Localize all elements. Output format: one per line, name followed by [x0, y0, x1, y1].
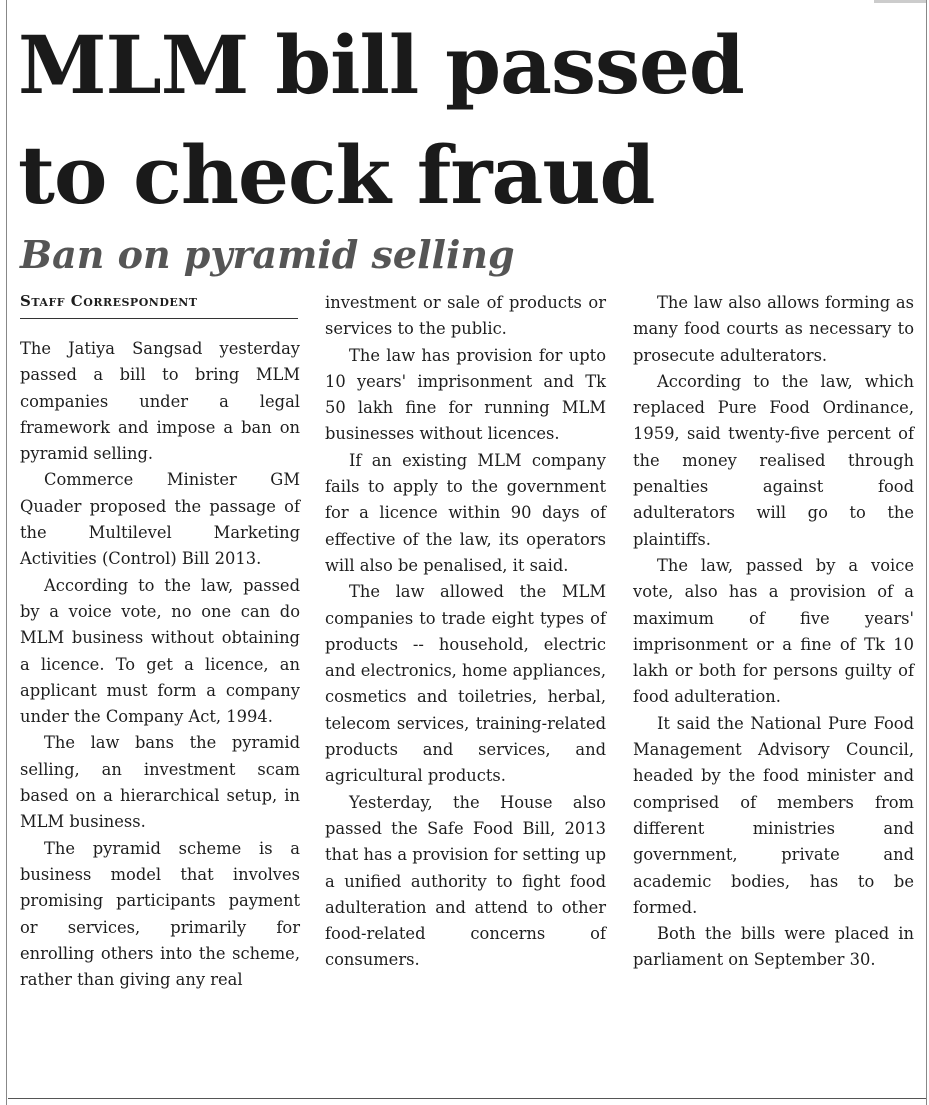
paragraph: Yesterday, the House also passed the Safe Food Bill, 2013 that has a provision for setting up a unified authority to fight food adulteration and attend to other food-related concerns of consumers.	[325, 792, 606, 970]
headline-line-2: to check fraud	[18, 128, 655, 222]
article-column-3	[633, 290, 914, 974]
right-border-rule	[926, 0, 927, 1105]
paragraph: The law also allows forming as many food courts as necessary to prosecute adulterators.	[633, 293, 914, 365]
paragraph: If an existing MLM company fails to apply to the government for a licence within 90 days of effective of the law, its operators will also be penalised, it said.	[325, 450, 606, 575]
headline	[18, 10, 918, 230]
paragraph: The Jatiya Sangsad yesterday passed a bill to bring MLM companies under a legal framework and impose a ban on pyramid selling.	[20, 339, 300, 464]
paragraph: The law bans the pyramid selling, an investment scam based on a hierarchical setup, in MLM business.	[20, 733, 300, 832]
paragraph: The law, passed by a voice vote, also has a provision of a maximum of five years' imprisonment or a fine of Tk 10 lakh or both for persons guilty of food adulteration.	[633, 555, 914, 707]
paragraph: Commerce Minister GM Quader proposed the passage of the Multilevel Marketing Activities (Control) Bill 2013.	[20, 470, 300, 569]
paragraph: The law allowed the MLM companies to trade eight types of products -- household, electric and electronics, home appliances, cosmetics and toiletries, herbal, telecom services, training-related products and services, and agricultural products.	[325, 582, 607, 786]
clipping-corner-mark	[874, 0, 926, 3]
headline-line-1: MLM bill passed	[18, 18, 744, 112]
paragraph: It said the National Pure Food Management Advisory Council, headed by the food minister and comprised of members from different ministries and government, private and academic bodies, has to be formed.	[633, 713, 914, 917]
article-column-1	[20, 336, 300, 993]
byline: Staff Correspondent	[20, 292, 298, 319]
paragraph: Both the bills were placed in parliament on September 30.	[633, 924, 914, 970]
paragraph: investment or sale of products or services to the public.	[325, 293, 606, 339]
paragraph: The law has provision for upto 10 years' imprisonment and Tk 50 lakh fine for running MLM businesses without licences.	[325, 345, 606, 444]
left-border-rule	[6, 0, 7, 1105]
subheadline: Ban on pyramid selling	[20, 232, 515, 277]
paragraph: According to the law, passed by a voice vote, no one can do MLM business without obtaining a licence. To get a licence, an applicant must form a company under the Company Act, 1994.	[20, 575, 300, 727]
article-column-2	[325, 290, 606, 974]
bottom-border-rule	[8, 1098, 926, 1099]
paragraph: The pyramid scheme is a business model that involves promising participants payment or services, primarily for enrolling others into the scheme, rather than giving any real	[20, 838, 300, 990]
paragraph: According to the law, which replaced Pure Food Ordinance, 1959, said twenty-five percent of the money realised through penalties against food adulterators will go to the plaintiffs.	[633, 371, 914, 549]
